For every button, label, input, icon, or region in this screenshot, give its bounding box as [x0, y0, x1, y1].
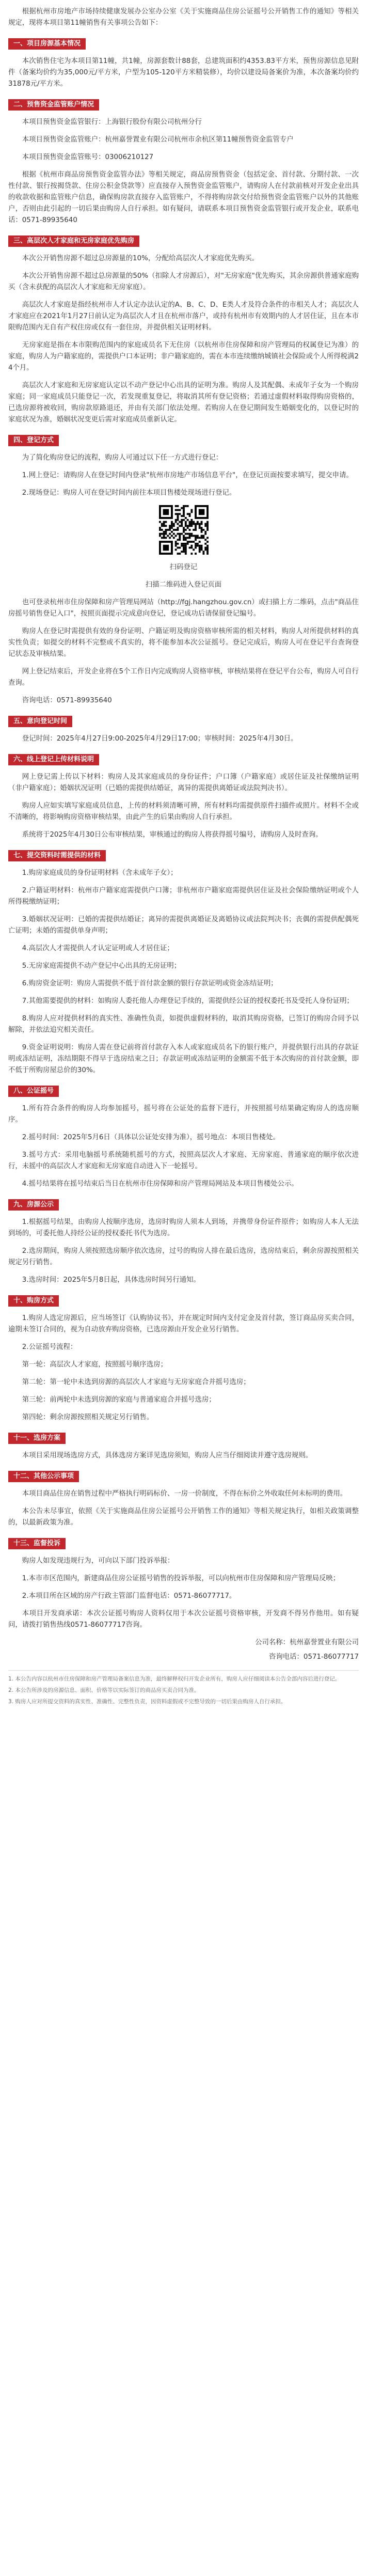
section-paragraph: 为了简化购房登记的流程，购房人可通过以下任一方式进行登记：: [22, 454, 223, 462]
section-paragraph: 本项目预售资金监管账户：杭州嘉誉置业有限公司杭州市余杭区第11幢预售资金监管专户: [22, 136, 294, 144]
section-paragraph: 本公告未尽事宜，依照《关于实施商品住房公证摇号公开销售工作的通知》等相关规定执行，如相关政策调整的，以最新政策为准。: [8, 1507, 359, 1527]
section-heading: 一、项目房源基本情况: [8, 38, 86, 50]
section-heading: 五、意向登记时间: [8, 716, 72, 727]
section-paragraph: 本项目商品住房在销售过程中严格执行明码标价、一房一价制度，不得在标价之外收取任何未标明的费用。: [22, 1490, 347, 1498]
section-paragraph: 系统将于2025年4月30日公布审核结果，审核通过的购房人将获得摇号编号，请购房人及时查询。: [22, 831, 323, 839]
section-heading: 二、预售资金监管账户情况: [8, 99, 99, 111]
footnote: 2. 本公告所涉及的房源信息、面积、价格等以实际签订的商品房买卖合同为准。: [8, 1687, 200, 1693]
section-paragraph: 也可登录杭州市住房保障和房产管理局网站（http://fgj.hangzhou.gov.cn）或扫描上方二维码，点击"商品住房摇号销售登记入口"，按照页面提示完成意向登记，登记成功后请保留登记编号。: [8, 599, 359, 618]
section-paragraph: 本项目开发商承诺：本次公证摇号购房人资料仅用于本次公证摇号资格审核，开发商不得另作他用。如有疑问，请拨打销售热线0571-86077717咨询。: [8, 1610, 359, 1629]
section-paragraph: 1.购房家庭成员的身份证明材料（含未成年子女）；: [22, 869, 178, 877]
section-paragraph: 网上登记结束后，开发企业将在5个工作日内完成购房人资格审核，审核结果将在登记平台公布，购房人可自行查询。: [8, 668, 359, 687]
section-heading: 四、登记方式: [8, 435, 59, 446]
section-heading: 十三、监督投诉: [8, 1538, 66, 1549]
qr-code-icon: [159, 505, 209, 555]
section-paragraph: 本项目预售资金监管银行：上海银行股份有限公司杭州分行: [22, 118, 202, 126]
section-paragraph: 本项目采用现场选房方式，具体选房方案详见选房须知，购房人应当仔细阅读并遵守选房规则。: [22, 1452, 313, 1459]
section-paragraph: 无房家庭是指在本市限购范围内的家庭成员名下无住房（以杭州市住房保障和房产管理局的权属登记为准）的家庭，购房人为户籍家庭的，需提供户口本证明；非户籍家庭的，需在本市连续缴纳城镇社会保险或个人所得税满24个月。: [8, 341, 359, 372]
section-paragraph: 1.购房人选定房源后，应当场签订《认购协议书》，并在规定时间内支付定金及首付款，签订商品房买卖合同，逾期未签订合同的，视为自动放弃购房资格，已选房源由开发企业另行销售。: [8, 1314, 359, 1333]
section-paragraph: 高层次人才家庭是指经杭州市人才认定办法认定的A、B、C、D、E类人才及符合条件的市相关人才；高层次人才家庭应在2021年1月27日前认定为高层次人才且在杭州市落户，或持有杭州市有效期内的人才居住证，且在本市限购范围内无自有产权住房或仅有一套住房，并提供相关证明材料。: [8, 301, 359, 332]
section-paragraph: 1.本市市区范围内，新建商品住房公证摇号销售的投诉举报，可以向杭州市住房保障和房产管理局反映；: [22, 1575, 340, 1582]
section-heading: 八、公证摇号: [8, 1086, 59, 1097]
section-paragraph: 购房人应如实填写家庭成员信息，上传的材料须清晰可辨，所有材料均需提供原件扫描件或照片。材料不全或不清晰的，将影响购房资格审核结果，由此产生的后果由购房人自行承担。: [8, 802, 359, 821]
section-paragraph: 第三轮：前两轮中未选到房源的家庭与普通家庭合并摇号选房；: [22, 1396, 216, 1404]
section-heading: 六、线上登记上传材料说明: [8, 754, 99, 765]
section-paragraph: 1.所有符合条件的购房人均参加摇号，摇号将在公证处的监督下进行，并按照摇号结果确定购房人的选房顺序。: [8, 1105, 359, 1124]
section-paragraph: 第四轮：剩余房源按照相关规定另行销售。: [22, 1413, 154, 1421]
section-paragraph: 购房人在登记时需提供有效的身份证明、户籍证明及购房资格审核所需的相关材料，购房人对所提供材料的真实性负责；如提交的材料不完整或不真实的，将不能参加本次公证摇号。登记完成后，购房人可在登记平台查询登记状态及审核结果。: [8, 627, 359, 658]
qr-caption: 扫码登记: [169, 563, 198, 571]
section-paragraph: 8.购房人应对提供材料的真实性、准确性负责，如提供虚假材料的，取消其购房资格，已签订的购房合同予以解除，并依法追究相关责任。: [8, 1015, 359, 1034]
section-paragraph: 7.其他需要提供的材料：如购房人委托他人办理登记手续的，需提供经公证的授权委托书及受托人身份证明；: [22, 997, 354, 1005]
section-paragraph: 1.网上登记：请购房人在登记时间内登录"杭州市房地产市场信息平台"，在登记页面按要求填写，提交申请。: [22, 472, 353, 479]
section-paragraph: 2.选房期间，购房人须按照选房顺序依次选房，过号的购房人排在最后选房，选房结束后，剩余房源按照相关规定另行销售。: [8, 1247, 359, 1266]
section-paragraph: 2.户籍证明材料：杭州市户籍家庭需提供户口簿；非杭州市户籍家庭需提供居住证及社会保险缴纳证明或个人所得税缴纳证明；: [8, 887, 359, 906]
section-paragraph: 5.无房家庭需提供不动产登记中心出具的无房证明；: [22, 962, 181, 970]
contact-phone: 咨询电话：0571-86077717: [268, 1653, 359, 1661]
qr-code[interactable]: [8, 505, 359, 559]
company-name: 公司名称：杭州嘉誉置业有限公司: [255, 1639, 359, 1646]
section-paragraph: 第二轮：第一轮中未选到房源的高层次人才家庭与无房家庭合并摇号选房；: [22, 1378, 250, 1386]
section-paragraph: 本次公开销售房源不超过总房源量的50%（扣除人才房源后），对"无房家庭"优先购买，其余房源供普通家庭购买（含未获配的高层次人才家庭和无房家庭）。: [8, 272, 359, 291]
section-paragraph: 2.现场登记：购房人可在登记时间内前往本项目售楼处现场进行登记。: [22, 489, 236, 497]
section-paragraph: 登记时间：2025年4月27日9:00-2025年4月29日17:00；审核时间：2025年4月30日。: [22, 735, 298, 743]
section-paragraph: 3.选房时间：2025年5月8日起，具体选房时间另行通知。: [22, 1276, 200, 1284]
section-paragraph: 6.购房资金证明：购房人需提供不低于首付款金额的银行存款证明或资金冻结证明；: [22, 980, 278, 987]
section-paragraph: 1.根据摇号结果，由购房人按顺序选房，选房时购房人须本人到场，并携带身份证件原件；如购房人本人无法到场的，可委托他人持经公证的授权委托书代为选房。: [8, 1218, 359, 1237]
section-paragraph: 9.资金证明说明：购房人需在登记前将首付款存入本人或家庭成员名下的银行账户，并提供银行出具的存款证明或冻结证明，冻结期限不得早于选房结束之日；存款证明或冻结证明的金额需不低于本次购房的首付款金额，即不低于所购房屋总价的30%。: [8, 1044, 359, 1074]
section-heading: 十、购房方式: [8, 1295, 59, 1307]
sections-container: [8, 35, 359, 1631]
section-paragraph: 4.高层次人才需提供人才认定证明或人才居住证；: [22, 945, 174, 952]
section-paragraph: 咨询电话：0571-89935640: [22, 697, 112, 704]
section-paragraph: 本项目预售资金监管账号：03006210127: [22, 153, 154, 161]
section-paragraph: 2.本项目所在区域的房产行政主管部门监督电话：0571-86077717。: [22, 1592, 236, 1600]
section-paragraph: 3.婚姻状况证明：已婚的需提供结婚证；离异的需提供离婚证及离婚协议或法院判决书；丧偶的需提供配偶死亡证明；未婚的需提供单身声明；: [8, 916, 359, 935]
section-paragraph: 高层次人才家庭和无房家庭认定以不动产登记中心出具的证明为准。购房人及其配偶、未成年子女为一个购房家庭；同一家庭成员只能登记一次，若发现重复登记，将取消其所有登记资格；若通过虚假材料取得购房资格的，已选房源将被收回，购房款原路退还，并由有关部门依法处理。若购房人在登记期间发生婚姻变化的，以登记时的家庭状况为准，婚姻状况变更后需对家庭成员重新认定。: [8, 382, 359, 423]
section-heading: 七、提交资料时需提供的材料: [8, 850, 106, 861]
section-heading: 十二、其他公示事项: [8, 1471, 79, 1482]
footnote: 3. 购房人应对所提交资料的真实性、准确性、完整性负责，因资料虚假或不完整导致的一切后果由购房人自行承担。: [8, 1699, 286, 1705]
section-paragraph: 购房人如发现违规行为，可向以下部门投诉举报：: [22, 1557, 174, 1565]
section-paragraph: 本次销售住宅为本项目第11幢，共1幢，房源套数计88套，总建筑面积约4353.83平方米，预售房源信息见附件（备案均价约为35,000元/平方米，户型为105-120平方米精装修），均价以建设局备案价为准，本次备案均价约31878元/平方米。: [8, 57, 359, 88]
section-paragraph: 2.公证摇号流程：: [22, 1343, 77, 1351]
section-heading: 三、高层次人才家庭和无房家庭优先购房: [8, 235, 139, 247]
section-paragraph: 第一轮：高层次人才家庭，按照摇号顺序选房；: [22, 1361, 167, 1369]
section-heading: 九、房源公示: [8, 1199, 59, 1211]
section-paragraph: 4.摇号结果将在摇号结束后当日在杭州市住房保障和房产管理局网站及本项目售楼处公示。: [22, 1180, 298, 1188]
footnote-divider: [8, 1670, 359, 1671]
footnote: 1. 本公告内容以杭州市住房保障和房产管理局备案信息为准，最终解释权归开发企业所有，购房人应仔细阅读本公告全部内容后进行登记。: [8, 1676, 341, 1682]
section-paragraph: 2.摇号时间：2025年5月6日（具体以公证处安排为准），摇号地点：本项目售楼处。: [22, 1134, 280, 1141]
footnotes-container: [8, 1675, 359, 1706]
section-heading: 十一、选房方案: [8, 1433, 66, 1444]
section-paragraph: 根据《杭州市商品房预售资金监管办法》等相关规定，商品房预售资金（包括定金、首付款、分期付款、一次性付款、银行按揭贷款、住房公积金贷款等）应直接存入预售资金监管账户，请购房人在付款前核对开发企业出具的收款收据和监管账户信息，确保购房款直接存入监管账户，不得将购房款交付给预售资金监管账户以外的其他账户，否则由此引起的一切后果由购房人自行承担。如有疑问，请联系本项目预售资金监管银行或开发企业，联系电话：0571-89935640: [8, 171, 359, 224]
section-paragraph: 本次公开销售房源不超过总房源量的10%，分配给高层次人才家庭优先购买。: [22, 255, 259, 262]
intro-paragraph: 根据杭州市房地产市场持续健康发展办公室办公室《关于实施商品住房公证摇号公开销售工作的通知》等相关规定，现将本项目第11幢销售有关事项公告如下：: [8, 8, 359, 27]
qr-note: 扫描二维码进入登记页面: [145, 581, 222, 589]
section-paragraph: 3.摇号方式：采用电脑摇号系统随机摇号的方式，按照高层次人才家庭、无房家庭、普通家庭的顺序依次进行，未摇中的高层次人才家庭和无房家庭自动进入下一轮摇号。: [8, 1151, 359, 1170]
section-paragraph: 网上登记需上传以下材料：购房人及其家庭成员的身份证件；户口簿（户籍家庭）或居住证及社保缴纳证明（非户籍家庭）；婚姻状况证明（已婚的需提供结婚证，离异的需提供离婚证或法院判决书）。: [8, 773, 359, 792]
